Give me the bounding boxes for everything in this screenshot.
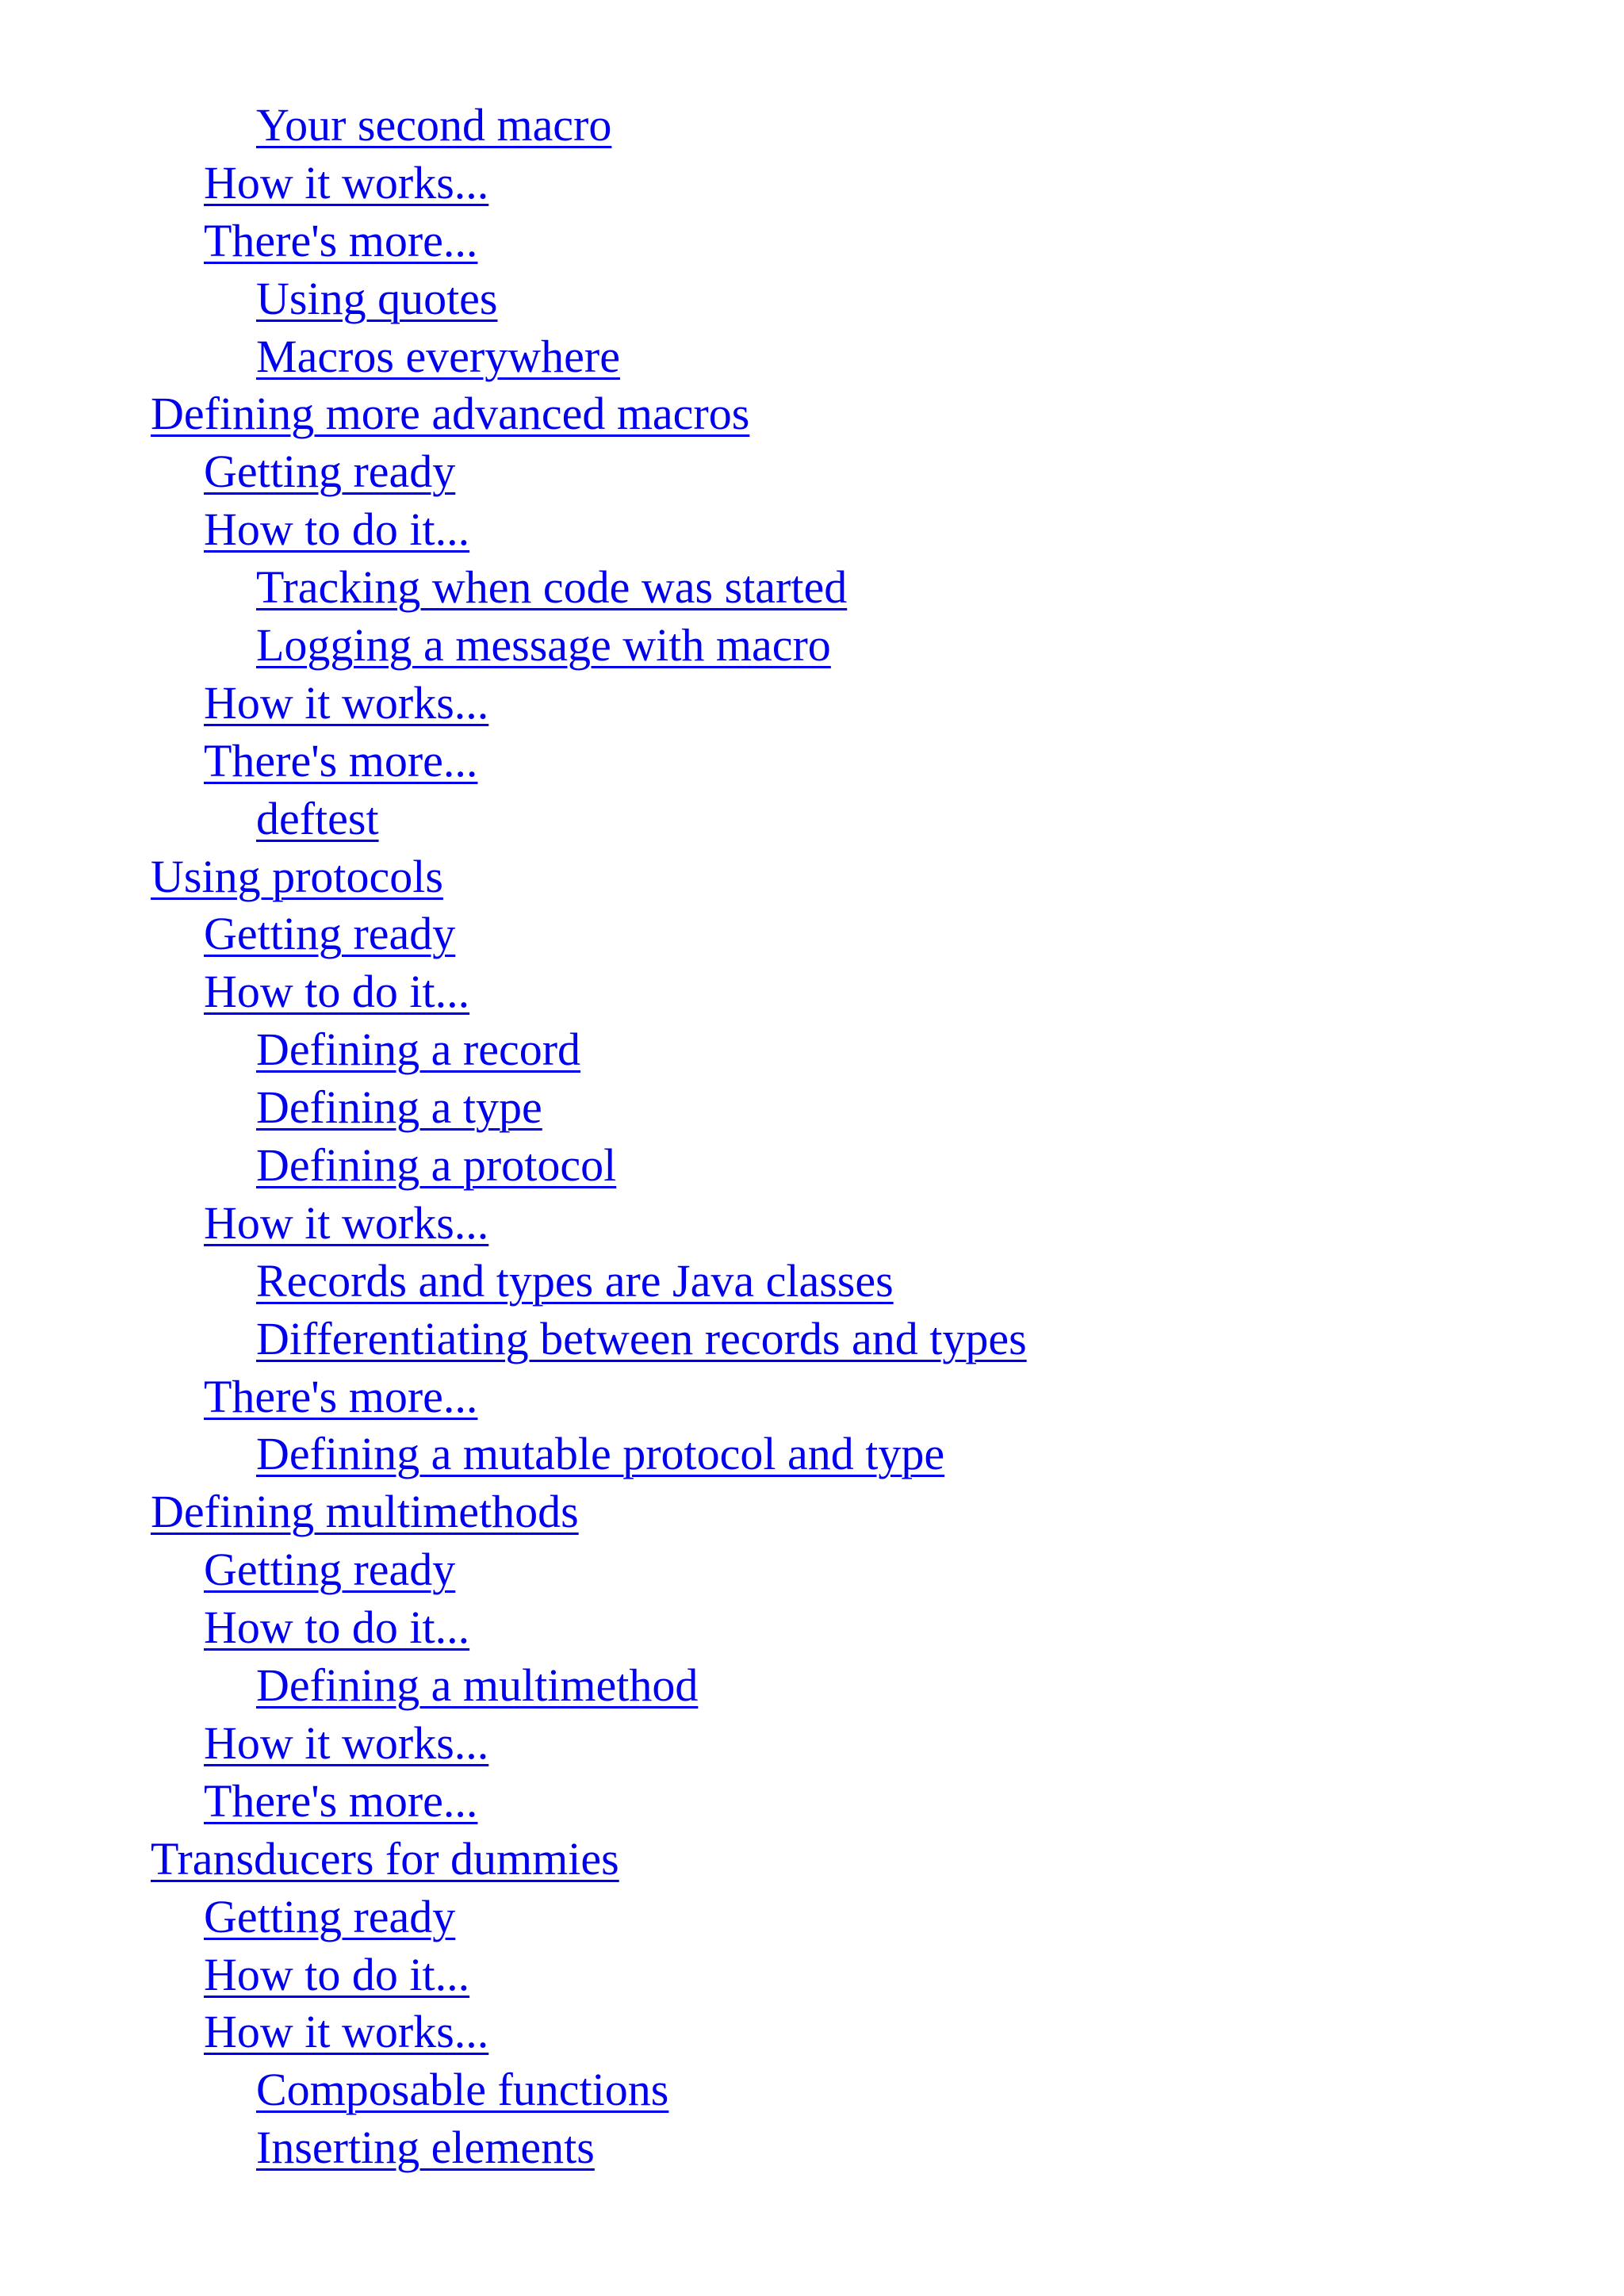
toc-link[interactable]: Transducers for dummies <box>151 1832 619 1885</box>
toc-link[interactable]: How to do it... <box>204 1601 470 1654</box>
toc-link[interactable]: There's more... <box>204 734 478 786</box>
toc-link[interactable]: How it works... <box>204 1196 489 1249</box>
toc-entry-level-3 <box>0 97 1624 155</box>
toc-entry-level-2 <box>0 963 1624 1021</box>
toc-link[interactable]: How to do it... <box>204 1948 470 2000</box>
toc-entry-level-3 <box>0 1079 1624 1137</box>
toc-entry-level-1 <box>0 1483 1624 1541</box>
toc-entry-level-2 <box>0 1715 1624 1773</box>
toc-entry-level-1 <box>0 385 1624 443</box>
toc-entry-level-3 <box>0 1253 1624 1311</box>
toc-link[interactable]: Composable functions <box>256 2064 669 2116</box>
toc-link[interactable]: Getting ready <box>204 1544 456 1596</box>
toc-link[interactable]: How it works... <box>204 676 489 729</box>
toc-link[interactable]: Differentiating between records and types <box>256 1312 1027 1364</box>
toc-entry-level-2 <box>0 733 1624 790</box>
toc-entry-level-3 <box>0 2061 1624 2119</box>
toc-link[interactable]: How it works... <box>204 1716 489 1769</box>
toc-entry-level-2 <box>0 155 1624 212</box>
toc-entry-level-1 <box>0 1831 1624 1888</box>
toc-link[interactable]: Defining a record <box>256 1024 581 1076</box>
toc-entry-level-1 <box>0 848 1624 906</box>
toc-entry-level-2 <box>0 1368 1624 1426</box>
toc-entry-level-2 <box>0 443 1624 501</box>
toc-link[interactable]: There's more... <box>204 1774 478 1827</box>
toc-entry-level-3 <box>0 1021 1624 1079</box>
toc-link[interactable]: Defining a multimethod <box>256 1659 699 1712</box>
toc-entry-level-2 <box>0 1888 1624 1946</box>
toc-link[interactable]: Logging a message with macro <box>256 619 831 672</box>
table-of-contents <box>0 97 1624 2177</box>
toc-entry-level-2 <box>0 1195 1624 1253</box>
toc-entry-level-2 <box>0 1773 1624 1831</box>
toc-link[interactable]: Getting ready <box>204 446 456 498</box>
toc-entry-level-2 <box>0 1599 1624 1657</box>
toc-entry-level-3 <box>0 1137 1624 1195</box>
toc-entry-level-2 <box>0 212 1624 270</box>
toc-entry-level-2 <box>0 1946 1624 2004</box>
toc-link[interactable]: Your second macro <box>256 99 612 151</box>
toc-link[interactable]: How to do it... <box>204 503 470 556</box>
toc-entry-level-3 <box>0 617 1624 675</box>
toc-link[interactable]: Getting ready <box>204 908 456 960</box>
toc-link[interactable]: Defining more advanced macros <box>151 388 750 440</box>
toc-entry-level-2 <box>0 905 1624 963</box>
toc-link[interactable]: Defining a protocol <box>256 1139 617 1192</box>
toc-link[interactable]: How it works... <box>204 2006 489 2058</box>
toc-entry-level-3 <box>0 559 1624 617</box>
toc-link[interactable]: Defining multimethods <box>151 1486 579 1538</box>
toc-entry-level-3 <box>0 2119 1624 2177</box>
toc-entry-level-2 <box>0 675 1624 733</box>
toc-link[interactable]: Defining a mutable protocol and type <box>256 1428 945 1480</box>
toc-link[interactable]: How to do it... <box>204 966 470 1018</box>
toc-link[interactable]: Using quotes <box>256 272 498 324</box>
toc-link[interactable]: How it works... <box>204 156 489 209</box>
toc-link[interactable]: Using protocols <box>151 850 443 902</box>
toc-entry-level-2 <box>0 1541 1624 1599</box>
toc-entry-level-3 <box>0 328 1624 386</box>
toc-link[interactable]: Defining a type <box>256 1081 542 1134</box>
toc-link[interactable]: Inserting elements <box>256 2122 595 2174</box>
toc-entry-level-3 <box>0 1311 1624 1368</box>
toc-entry-level-2 <box>0 501 1624 559</box>
toc-link[interactable]: Getting ready <box>204 1890 456 1942</box>
toc-link[interactable]: Records and types are Java classes <box>256 1254 894 1307</box>
toc-entry-level-3 <box>0 1657 1624 1715</box>
toc-entry-level-3 <box>0 790 1624 848</box>
toc-link[interactable]: deftest <box>256 792 379 844</box>
toc-link[interactable]: Macros everywhere <box>256 330 620 382</box>
toc-entry-level-2 <box>0 2003 1624 2061</box>
toc-link[interactable]: Tracking when code was started <box>256 561 848 614</box>
toc-entry-level-3 <box>0 1425 1624 1483</box>
toc-link[interactable]: There's more... <box>204 1370 478 1422</box>
toc-entry-level-3 <box>0 270 1624 328</box>
toc-link[interactable]: There's more... <box>204 214 478 266</box>
